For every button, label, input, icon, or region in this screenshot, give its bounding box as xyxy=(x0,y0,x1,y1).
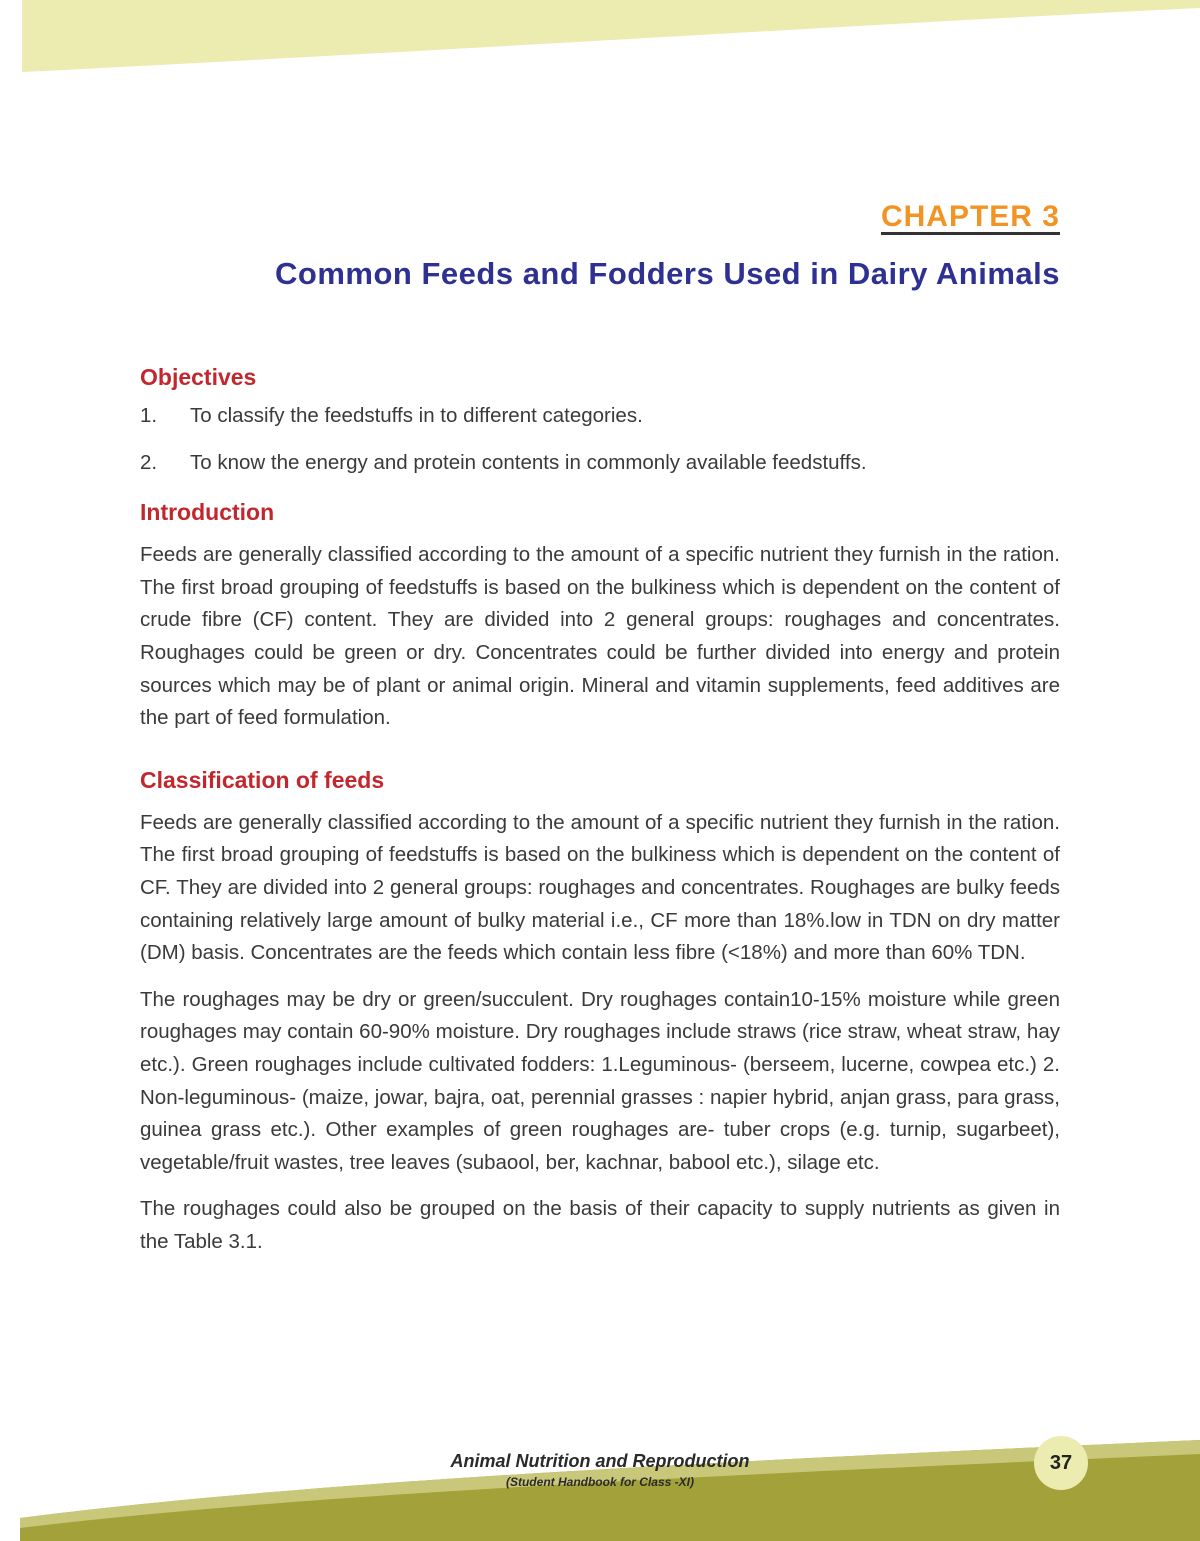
objectives-heading: Objectives xyxy=(140,364,257,390)
roughages-paragraph: The roughages may be dry or green/succulent. Dry roughages contain10-15% moisture while green roughages may contain 60-90% moisture. Dry roughages include straws (rice straw, wheat straw, hay etc.). Green roughages include cultivated fodders: 1.Leguminous- (berseem, lucerne, cowpea etc.) 2. Non-leguminous- (maize, jowar, bajra, oat, perennial grasses : napier hybrid, anjan grass, para grass, guinea grass etc.). Other examples of green roughages are- tuber crops (e.g. turnip, sugarbeet), vegetable/fruit wastes, tree leaves (subaool, ber, kachnar, babool etc.), silage etc. xyxy=(140,987,1060,1174)
classification-paragraph: Feeds are generally classified according to the amount of a specific nutrient they furnish in the ration. The first broad grouping of feedstuffs is based on the bulkiness which is dependent on the content of CF. They are divided into 2 general groups: roughages and concentrates. Roughages are bulky feeds containing relatively large amount of bulky material i.e., CF more than 18%.low in TDN on dry matter (DM) basis. Concentrates are the feeds which contain less fibre (<18%) and more than 60% TDN. xyxy=(140,810,1060,965)
list-item-number: 2. xyxy=(140,450,158,474)
introduction-heading: Introduction xyxy=(140,499,275,526)
chapter-title: Common Feeds and Fodders Used in Dairy Animals xyxy=(275,256,1060,291)
classification-heading: Classification of feeds xyxy=(140,766,385,793)
list-item xyxy=(140,400,1060,433)
page-content xyxy=(140,360,1060,1258)
list-item-number: 1. xyxy=(140,404,158,427)
objectives-list xyxy=(140,400,1060,479)
roughages-grouping-paragraph: The roughages could also be grouped on the basis of their capacity to supply nutrients as given in the Table 3.1. xyxy=(140,1197,1060,1253)
list-item-text: To know the energy and protein contents in commonly available feedstuffs. xyxy=(190,450,867,474)
page-number-badge xyxy=(1034,1436,1088,1490)
footer-book-title: Animal Nutrition and Reproduction xyxy=(450,1451,750,1471)
list-item xyxy=(140,447,1060,480)
list-item-text: To classify the feedstuffs in to different categories. xyxy=(190,404,643,427)
page-number: 37 xyxy=(1049,1451,1073,1474)
top-decorative-swoosh xyxy=(0,0,1200,90)
footer-book-subtitle: (Student Handbook for Class -XI) xyxy=(505,1475,694,1489)
chapter-label: CHAPTER 3 xyxy=(880,200,1060,233)
introduction-paragraph: Feeds are generally classified according to the amount of a specific nutrient they furnish in the ration. The first broad grouping of feedstuffs is based on the bulkiness which is dependent on the content of crude fibre (CF) content. They are divided into 2 general groups: roughages and concentrates. Roughages could be green or dry. Concentrates could be further divided into energy and protein sources which may be of plant or animal origin. Mineral and vitamin supplements, feed additives are the part of feed formulation. xyxy=(140,543,1060,730)
